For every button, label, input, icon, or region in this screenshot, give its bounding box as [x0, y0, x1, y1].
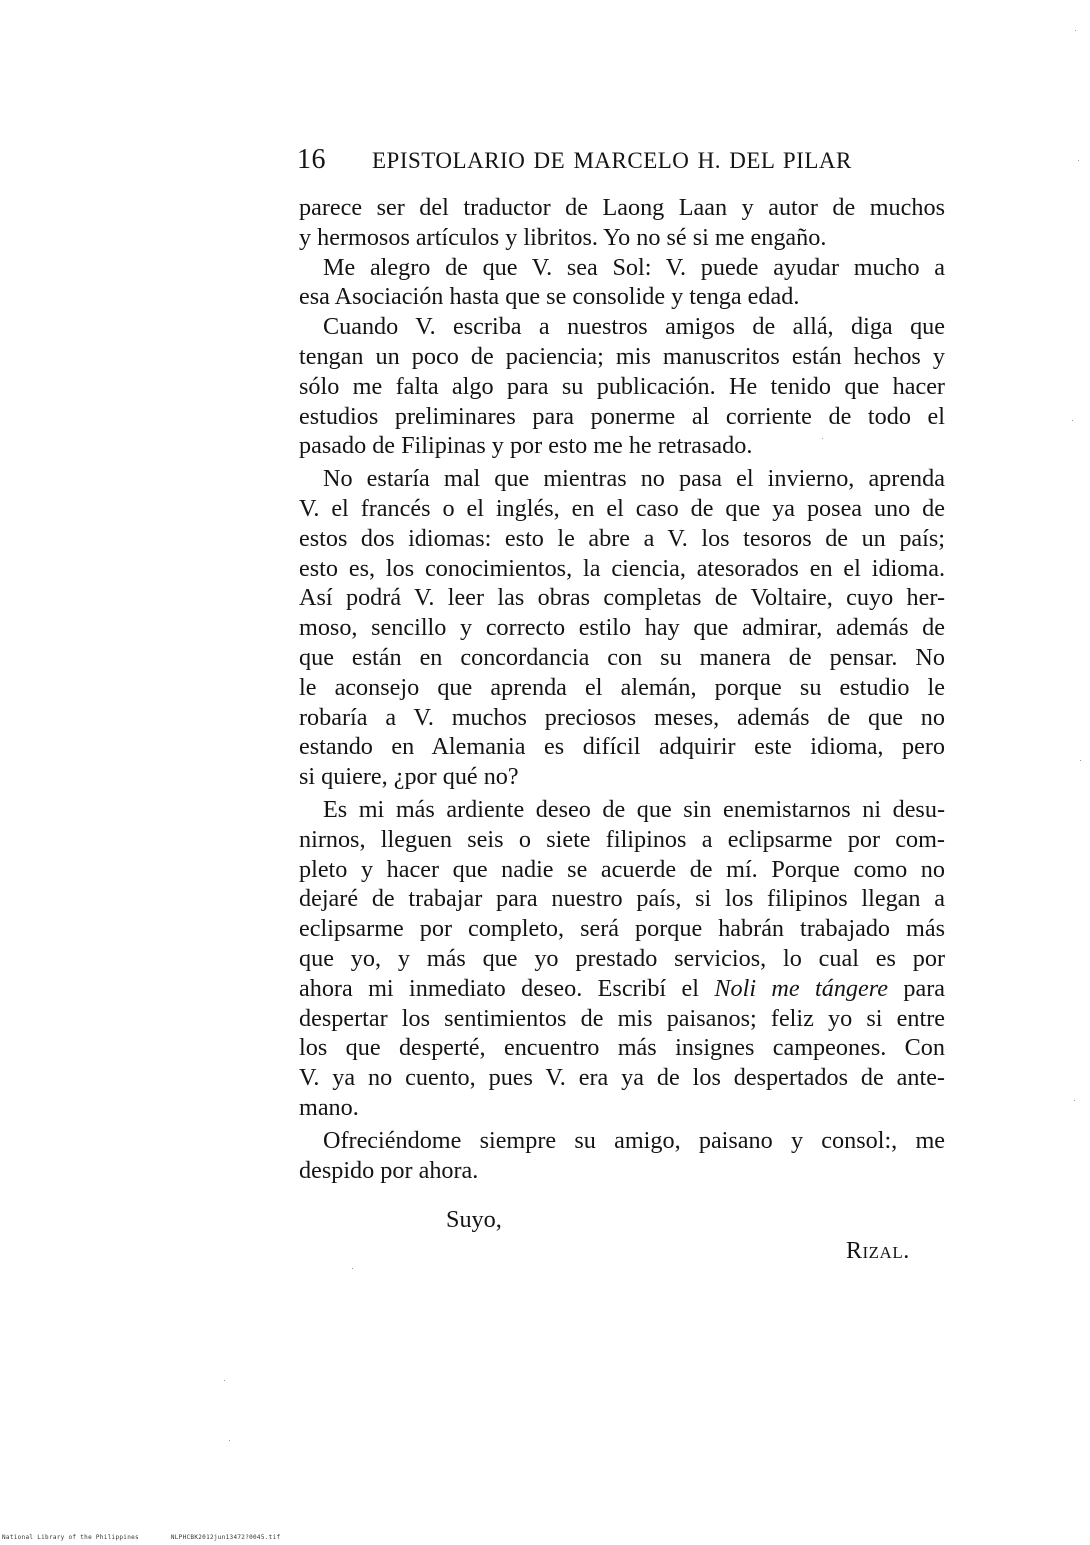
- text-line: despertar los sentimientos de mis paisanos; feliz yo si entre: [299, 1004, 945, 1032]
- text-line: y hermosos artículos y libritos. Yo no sé si me engaño.: [299, 223, 827, 251]
- text-line: eclipsarme por completo, será porque habrán trabajado más: [299, 915, 945, 943]
- paragraph: [299, 253, 945, 313]
- text-line: estando en Alemania es difícil adquirir este idioma, pero: [299, 733, 945, 761]
- running-title: EPISTOLARIO DE MARCELO H. DEL PILAR: [372, 148, 852, 173]
- library-credit: National Library of the Philippines: [2, 1534, 139, 1541]
- paragraph: [299, 464, 945, 792]
- file-reference: NLPHCBK2012jun13472?0045.tif: [170, 1534, 281, 1541]
- text-line: esto es, los conocimientos, la ciencia, atesorados en el idioma.: [299, 554, 945, 582]
- text-line: que yo, y más que yo prestado servicios, lo cual es por: [299, 944, 945, 972]
- text-line: moso, sencillo y correcto estilo hay que admirar, además de: [299, 614, 945, 642]
- paragraph: [299, 1126, 945, 1186]
- text-line: Ofreciéndome siempre su amigo, paisano y consol:, me: [323, 1126, 945, 1154]
- text-line: parece ser del traductor de Laong Laan y autor de muchos: [299, 194, 945, 221]
- text-line: Me alegro de que V. sea Sol: V. puede ayudar mucho a: [323, 253, 945, 281]
- text-line: No estaría mal que mientras no pasa el invierno, aprenda: [323, 465, 945, 493]
- scan-footer: [2, 1534, 280, 1541]
- letter-body: [299, 193, 945, 1185]
- signature: Rizal.: [846, 1238, 910, 1264]
- text-line: Es mi más ardiente deseo de que sin enemistarnos ni desu-: [323, 795, 945, 823]
- closing-salutation: Suyo,: [446, 1206, 502, 1233]
- text-line: tengan un poco de paciencia; mis manuscritos están hechos y: [299, 342, 945, 370]
- text-line: pleto y hacer que nadie se acuerde de mí. Porque como no: [299, 855, 945, 883]
- text-line: dejaré de trabajar para nuestro país, si los filipinos llegan a: [299, 885, 945, 913]
- page-header: [297, 142, 947, 178]
- text-line: V. el francés o el inglés, en el caso de que ya posea uno de: [299, 494, 945, 522]
- text-line: que están en concordancia con su manera de pensar. No: [299, 643, 945, 671]
- text-line: estos dos idiomas: esto le abre a V. los tesoros de un país;: [299, 524, 945, 552]
- text-line: nirnos, lleguen seis o siete filipinos a eclipsarme por com-: [299, 825, 945, 853]
- text-line: mano.: [299, 1093, 359, 1121]
- text-line: pasado de Filipinas y por esto me he retrasado.: [299, 432, 753, 460]
- text-line: esa Asociación hasta que se consolide y tenga edad.: [299, 283, 800, 311]
- text-line: le aconsejo que aprenda el alemán, porque su estudio le: [299, 673, 945, 701]
- book-title: Noli me tángere: [714, 974, 888, 1002]
- text-line: Cuando V. escriba a nuestros amigos de allá, diga que: [323, 313, 945, 341]
- text-line: ahora mi inmediato deseo. Escribí el Noli me tángere para: [299, 974, 946, 1002]
- paragraph: [299, 193, 945, 253]
- page-number: 16: [297, 144, 326, 175]
- text-line: robaría a V. muchos preciosos meses, además de que no: [299, 703, 945, 731]
- paragraph: [299, 795, 945, 1123]
- text-line: los que desperté, encuentro más insignes campeones. Con: [299, 1034, 945, 1062]
- paragraph: [299, 312, 945, 461]
- text-line: sólo me falta algo para su publicación. He tenido que hacer: [299, 372, 945, 400]
- text-line: despido por ahora.: [299, 1156, 479, 1184]
- text-line: si quiere, ¿por qué no?: [299, 763, 519, 791]
- text-line: Así podrá V. leer las obras completas de Voltaire, cuyo her-: [299, 584, 945, 612]
- text-line: estudios preliminares para ponerme al corriente de todo el: [299, 402, 945, 430]
- text-line: V. ya no cuento, pues V. era ya de los despertados de ante-: [299, 1064, 945, 1092]
